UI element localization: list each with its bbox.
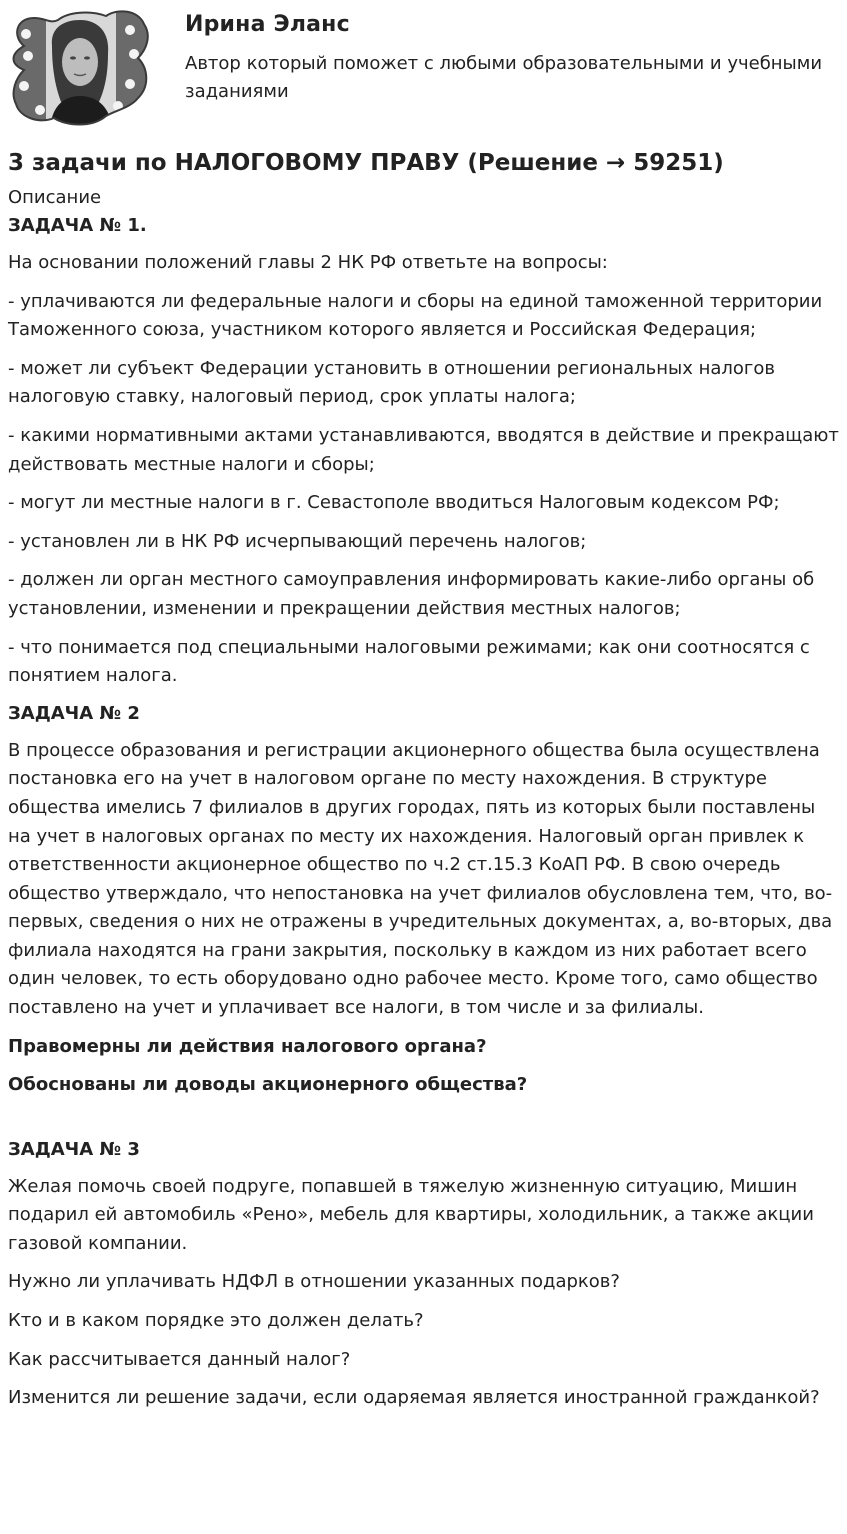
- task3-question: Как рассчитывается данный налог?: [8, 1348, 351, 1370]
- task1-item: - может ли субъект Федерации установить в отношении региональных налогов налоговую ставку, налоговый период, срок уплаты налога;: [8, 357, 776, 408]
- task2-question: Правомерны ли действия налогового органа?: [8, 1035, 487, 1057]
- document-title: 3 задачи по НАЛОГОВОМУ ПРАВУ (Решение → 59251): [8, 150, 724, 176]
- task3-heading: ЗАДАЧА № 3: [8, 1138, 140, 1160]
- author-avatar: [6, 6, 152, 128]
- spacer: [8, 1099, 840, 1137]
- task1-intro: На основании положений главы 2 НК РФ ответьте на вопросы:: [8, 252, 608, 273]
- task3-question: Нужно ли уплачивать НДФЛ в отношении указанных подарков?: [8, 1271, 620, 1293]
- task1-item: - могут ли местные налоги в г. Севастополе вводиться Налоговым кодексом РФ;: [8, 492, 780, 514]
- task1-item: - уплачиваются ли федеральные налоги и сборы на единой таможенной территории Таможенного союза, участником которого является и Российская Федерация;: [8, 290, 823, 341]
- description-label: Описание: [8, 187, 102, 208]
- task3-question: Кто и в каком порядке это должен делать?: [8, 1310, 424, 1332]
- author-avatar-photo-icon: [6, 6, 152, 128]
- task1-item: - какими нормативными актами устанавливаются, вводятся в действие и прекращают действовать местные налоги и сборы;: [8, 424, 839, 475]
- task1-item: - что понимается под специальными налоговыми режимами; как они соотносятся с понятием налога.: [8, 636, 810, 687]
- task3-question: Изменится ли решение задачи, если одаряемая является иностранной гражданкой?: [8, 1387, 820, 1409]
- task1-heading: ЗАДАЧА № 1.: [8, 215, 147, 236]
- task1-item: - должен ли орган местного самоуправления информировать какие-либо органы об установлении, изменении и прекращении действия местных налогов;: [8, 569, 815, 619]
- task2-question: Обоснованы ли доводы акционерного общества?: [8, 1073, 528, 1095]
- task3-text: Желая помочь своей подруге, попавшей в тяжелую жизненную ситуацию, Мишин подарил ей автомобиль «Рено», мебель для квартиры, холодильник, а также акции газовой компании.: [8, 1175, 814, 1254]
- document-content: [8, 146, 840, 1413]
- task2-heading: ЗАДАЧА № 2: [8, 702, 140, 724]
- author-description: Автор который поможет с любыми образовательными и учебными заданиями: [185, 53, 823, 102]
- task2-text: В процессе образования и регистрации акционерного общества была осуществлена постановка его на учет в налоговом органе по месту нахождения. В структуре общества имелись 7 филиалов в других городах, пять из которых были поставлены на учет в налоговых органах по месту их нахождения. Налоговый орган привлек к ответственности акционерное общество по ч.2 ст.15.3 КоАП РФ. В свою очередь общество утверждало, что непостановка на учет филиалов обусловлена тем, что, во-первых, сведения о них не отражены в учредительных документах, а, во-вторых, два филиала находятся на грани закрытия, поскольку в каждом из них работает всего один человек, то есть оборудовано одно рабочее место. Кроме того, само общество поставлено на учет и уплачивает все налоги, в том числе и за филиалы.: [8, 739, 833, 1019]
- task1-item: - установлен ли в НК РФ исчерпывающий перечень налогов;: [8, 530, 587, 552]
- author-name[interactable]: Ирина Эланс: [185, 12, 350, 37]
- author-header: [0, 0, 847, 135]
